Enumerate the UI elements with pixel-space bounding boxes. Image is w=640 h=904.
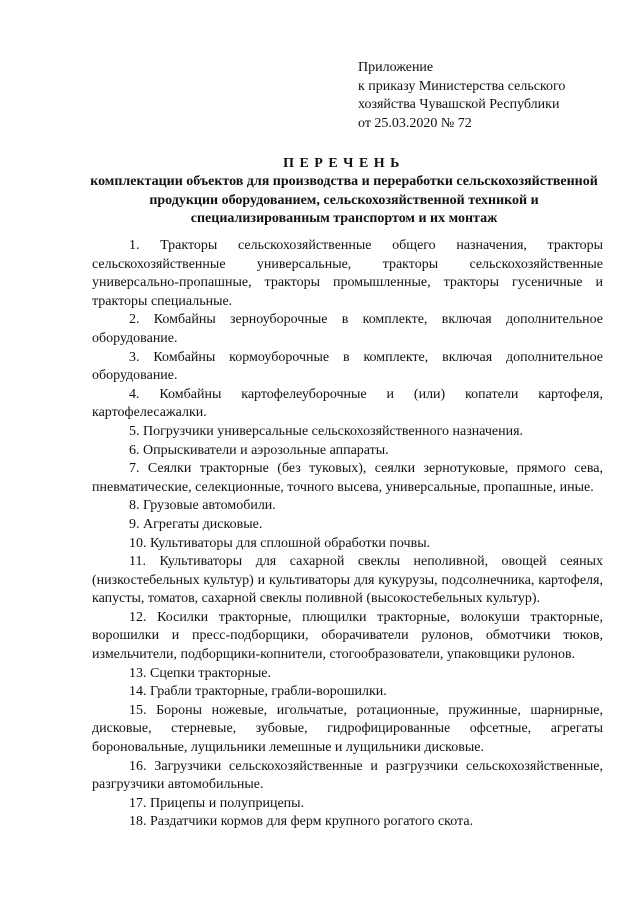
list-item: 17. Прицепы и полуприцепы. bbox=[129, 795, 305, 811]
list-item: 14. Грабли тракторные, грабли-ворошилки. bbox=[129, 684, 387, 700]
document-heading bbox=[80, 154, 608, 229]
appendix-order-line: к приказу Министерства сельского bbox=[358, 78, 566, 94]
list-item: 5. Погрузчики универсальные сельскохозяйственного назначения. bbox=[129, 423, 524, 439]
appendix-header bbox=[358, 59, 628, 133]
appendix-label: Приложение bbox=[358, 60, 434, 75]
list-item: 11. Культиваторы для сахарной свеклы неполивной, овощей сеяных (низкостебельных культур) и культиваторы для кукурузы, подсолнечника, картофеля, капусты, томатов, сахарной свеклы поливной (высокостебельных культур). bbox=[92, 554, 603, 607]
document-title: ПЕРЕЧЕНЬ bbox=[283, 156, 405, 171]
list-item: 9. Агрегаты дисковые. bbox=[129, 516, 263, 532]
list-item: 8. Грузовые автомобили. bbox=[129, 498, 276, 514]
list-item: 6. Опрыскиватели и аэрозольные аппараты. bbox=[129, 442, 389, 458]
equipment-list bbox=[92, 237, 603, 832]
list-item: 10. Культиваторы для сплошной обработки почвы. bbox=[129, 535, 431, 551]
list-item: 12. Косилки тракторные, плющилки тракторные, волокуши тракторные, ворошилки и пресс-подборщики, оборачиватели рулонов, обмотчики тюков, измельчители, подборщики-копнители, стогообразователи, упаковщики рулонов. bbox=[92, 609, 603, 663]
list-item: 15. Бороны ножевые, игольчатые, ротационные, пружинные, шарнирные, дисковые, стерневые, зубовые, гидрофицированные офсетные, агрегаты бороновальные, лущильники лемешные и лущильники дисковые. bbox=[92, 702, 603, 756]
list-item: 2. Комбайны зерноуборочные в комплекте, включая дополнительное оборудование. bbox=[92, 312, 603, 346]
list-item: 16. Загрузчики сельскохозяйственные и разгрузчики сельскохозяйственные, разгрузчики автомобильные. bbox=[92, 758, 603, 793]
appendix-date-line: от 25.03.2020 № 72 bbox=[358, 115, 472, 131]
appendix-ministry-line: хозяйства Чувашской Республики bbox=[358, 97, 560, 112]
list-item: 7. Сеялки тракторные (без туковых), сеялки зернотуковые, прямого сева, пневматические, селекционные, точного высева, универсальные, пропашные, иные. bbox=[92, 461, 603, 495]
list-item: 3. Комбайны кормоуборочные в комплекте, включая дополнительное оборудование. bbox=[92, 349, 603, 384]
document-subtitle: комплектации объектов для производства и переработки сельскохозяйственной продукции оборудованием, сельскохозяйственной техникой и специализированным транспортом и их монтаж bbox=[90, 174, 598, 226]
list-item: 18. Раздатчики кормов для ферм крупного рогатого скота. bbox=[129, 814, 474, 830]
list-item: 4. Комбайны картофелеуборочные и (или) копатели картофеля, картофелесажалки. bbox=[92, 386, 603, 421]
list-item: 1. Тракторы сельскохозяйственные общего назначения, тракторы сельскохозяйственные универсальные, тракторы сельскохозяйственные универсально-пропашные, тракторы промышленные, тракторы гусеничные и тракторы специальные. bbox=[92, 238, 603, 309]
list-item: 13. Сцепки тракторные. bbox=[129, 665, 271, 681]
